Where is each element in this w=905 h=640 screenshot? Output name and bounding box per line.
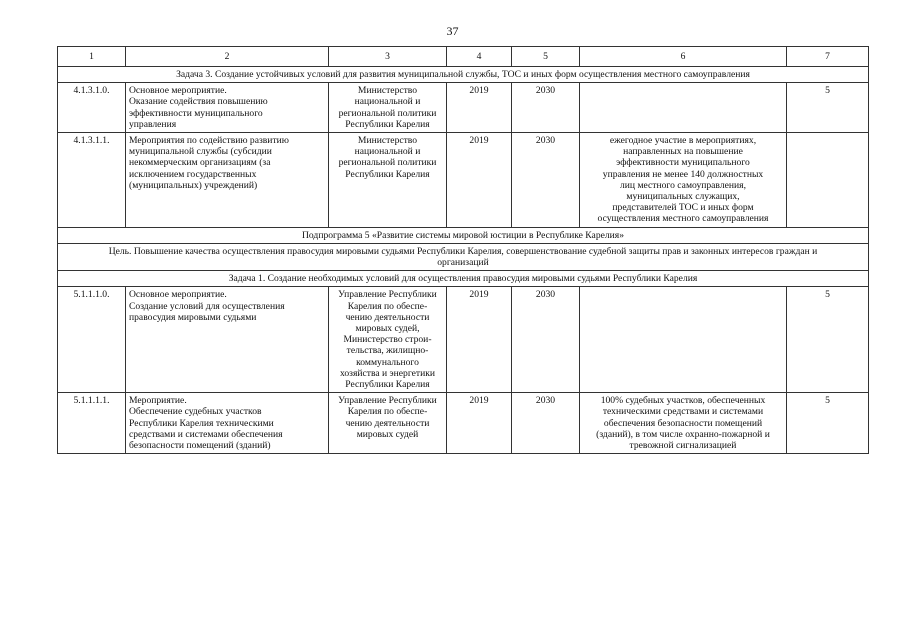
expected-result	[580, 133, 787, 228]
responsible-executor	[329, 287, 447, 393]
responsible-executor-line: региональной политики	[338, 157, 437, 169]
end-year	[512, 287, 580, 393]
responsible-executor-line: Управление Республики	[338, 395, 437, 407]
column-number: 3	[329, 47, 447, 67]
expected-result-line: техническими средствами и системами	[602, 406, 764, 418]
column-number-row	[58, 47, 869, 67]
end-year	[512, 393, 580, 454]
column-number: 6	[580, 47, 787, 67]
expected-result-line: муниципальных служащих,	[626, 191, 740, 203]
responsible-executor-line: Карелия по обеспе-	[347, 300, 428, 312]
responsible-executor-line: Управление Республики	[338, 289, 437, 301]
activity-name-line: управления	[129, 118, 177, 130]
responsible-executor-line: национальной и	[354, 146, 421, 158]
expected-result-line: 100% судебных участков, обеспеченных	[600, 395, 766, 407]
responsible-executor-line: Республики Карелия	[345, 379, 430, 391]
expected-result-line: (зданий), в том числе охранно-пожарной и	[596, 428, 770, 440]
start-year	[447, 133, 512, 228]
indicator-link	[787, 287, 869, 393]
responsible-executor-line: хозяйства и энергетики	[339, 367, 436, 379]
expected-result-line: ежегодное участие в мероприятиях,	[609, 135, 757, 147]
responsible-executor-line: национальной и	[354, 96, 421, 108]
start-year-line: 2019	[469, 289, 489, 301]
column-number: 1	[58, 47, 126, 67]
responsible-executor-line: мировых судей,	[355, 323, 420, 335]
expected-result-line: управления не менее 140 должностных	[602, 168, 764, 180]
expected-result	[580, 287, 787, 393]
activity-name-line: Мероприятие.	[129, 395, 187, 407]
end-year-line: 2030	[535, 85, 556, 97]
start-year	[447, 287, 512, 393]
column-number: 5	[512, 47, 580, 67]
indicator-link-line: 5	[825, 289, 830, 301]
table-row	[58, 393, 869, 454]
section-heading-row	[58, 227, 869, 243]
row-code-line: 5.1.1.1.0.	[73, 289, 110, 301]
row-code-line: 5.1.1.1.1.	[73, 395, 110, 407]
activity-name-line: Основное мероприятие.	[129, 289, 227, 301]
row-code-line: 4.1.3.1.0.	[73, 85, 110, 97]
responsible-executor-line: мировых судей	[356, 428, 419, 440]
expected-result-line: лиц местного самоуправления,	[620, 179, 746, 191]
start-year	[447, 393, 512, 454]
responsible-executor-line: Республики Карелия	[345, 118, 430, 130]
program-table	[57, 46, 869, 454]
responsible-executor-line: Министерство	[357, 85, 418, 97]
start-year-line: 2019	[469, 85, 489, 97]
section-heading-line: Цель. Повышение качества осуществления правосудия мировыми судьями Республики Карелия, совершенствование судебной защиты прав и законных интересов граждан и	[108, 245, 818, 257]
section-heading-row	[58, 67, 869, 83]
end-year-line: 2030	[535, 289, 556, 301]
section-heading-line: организаций	[437, 257, 489, 269]
indicator-link	[787, 393, 869, 454]
end-year	[512, 133, 580, 228]
column-number: 4	[447, 47, 512, 67]
indicator-link	[787, 133, 869, 228]
activity-name-line: Основное мероприятие.	[129, 85, 227, 97]
start-year-line: 2019	[469, 135, 489, 147]
row-code	[58, 393, 126, 454]
row-code	[58, 83, 126, 133]
expected-result-line: эффективности муниципального	[616, 157, 750, 169]
activity-name-line: эффективности муниципального	[129, 107, 263, 119]
expected-result-line: направленных на повышение	[623, 146, 743, 158]
responsible-executor-line: Республики Карелия	[345, 168, 430, 180]
row-code	[58, 133, 126, 228]
expected-result	[580, 393, 787, 454]
section-heading	[58, 243, 869, 270]
responsible-executor-line: региональной политики	[338, 107, 437, 119]
section-heading-row	[58, 243, 869, 270]
responsible-executor	[329, 393, 447, 454]
activity-name	[126, 133, 329, 228]
table-row	[58, 83, 869, 133]
responsible-executor-line: Министерство	[357, 135, 418, 147]
expected-result	[580, 83, 787, 133]
section-heading-row	[58, 271, 869, 287]
activity-name-line: Республики Карелия техническими	[129, 417, 274, 429]
section-heading	[58, 67, 869, 83]
responsible-executor	[329, 133, 447, 228]
row-code	[58, 287, 126, 393]
activity-name-line: (муниципальных) учреждений)	[129, 179, 258, 191]
responsible-executor-line: коммунального	[356, 356, 419, 368]
section-heading-line: Задача 1. Создание необходимых условий для осуществления правосудия мировыми судьями Республики Карелия	[228, 273, 698, 285]
indicator-link	[787, 83, 869, 133]
page-number: 37	[446, 24, 459, 38]
expected-result-line: осуществления местного самоуправления	[597, 213, 769, 225]
responsible-executor-line: тельства, жилищно-	[346, 345, 429, 357]
expected-result-line: представителей ТОС и иных форм	[612, 202, 754, 214]
column-number: 2	[126, 47, 329, 67]
responsible-executor-line: чению деятельности	[345, 311, 430, 323]
activity-name-line: Обеспечение судебных участков	[129, 406, 262, 418]
end-year-line: 2030	[535, 395, 556, 407]
activity-name-line: Оказание содействия повышению	[129, 96, 268, 108]
activity-name	[126, 393, 329, 454]
activity-name-line: безопасности помещений (зданий)	[129, 440, 271, 452]
expected-result-line: обеспечения безопасности помещений	[603, 417, 763, 429]
expected-result-line: тревожной сигнализацией	[629, 440, 737, 452]
activity-name-line: некоммерческим организациям (за	[129, 157, 271, 169]
section-heading-line: Подпрограмма 5 «Развитие системы мировой юстиции в Республике Карелия»	[301, 229, 625, 241]
start-year-line: 2019	[469, 395, 489, 407]
indicator-link-line: 5	[825, 395, 830, 407]
row-code-line: 4.1.3.1.1.	[73, 135, 110, 147]
responsible-executor	[329, 83, 447, 133]
column-number: 7	[787, 47, 869, 67]
responsible-executor-line: чению деятельности	[345, 417, 430, 429]
activity-name-line: муниципальной службы (субсидии	[129, 146, 272, 158]
start-year	[447, 83, 512, 133]
indicator-link-line: 5	[825, 85, 830, 97]
responsible-executor-line: Карелия по обеспе-	[347, 406, 428, 418]
responsible-executor-line: Министерство строи-	[343, 334, 432, 346]
section-heading	[58, 227, 869, 243]
table-row	[58, 287, 869, 393]
end-year-line: 2030	[535, 135, 556, 147]
activity-name-line: средствами и системами обеспечения	[129, 428, 283, 440]
activity-name	[126, 287, 329, 393]
section-heading	[58, 271, 869, 287]
activity-name	[126, 83, 329, 133]
activity-name-line: правосудия мировыми судьями	[129, 311, 257, 323]
activity-name-line: Мероприятия по содействию развитию	[129, 135, 289, 147]
table-row	[58, 133, 869, 228]
end-year	[512, 83, 580, 133]
activity-name-line: Создание условий для осуществления	[129, 300, 285, 312]
section-heading-line: Задача 3. Создание устойчивых условий для развития муниципальной службы, ТОС и иных форм осуществления местного самоуправления	[176, 69, 750, 80]
activity-name-line: исключением государственных	[129, 168, 257, 180]
